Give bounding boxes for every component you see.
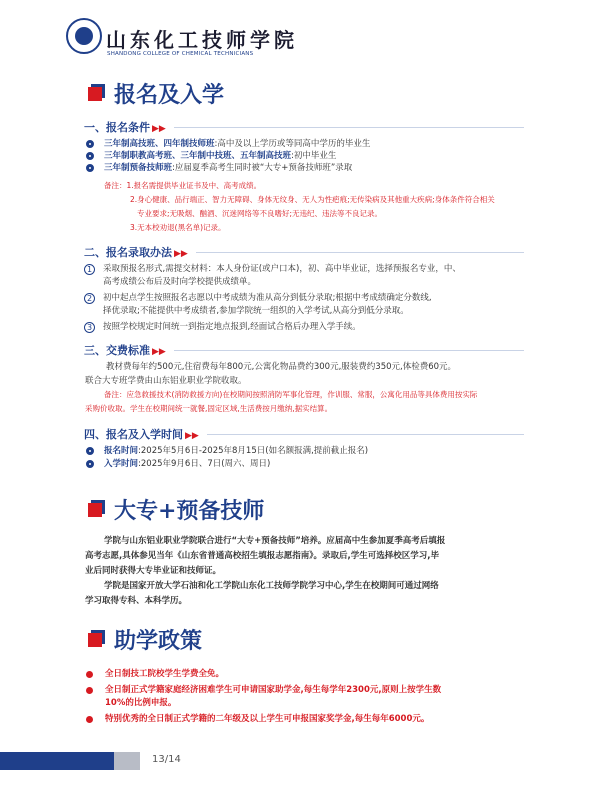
fees-note: 备注：应急救援技术(消防救援方向)在校期间按照消防军事化管理，作训服、常服，公寓化用品等具体费用按实际 — [104, 390, 478, 399]
note-line: 备注：1.报名需提供毕业证书及中、高考成绩。 — [104, 181, 262, 190]
fees-heading-row — [84, 342, 524, 358]
note-line: 3.无本校劝退(黑名单)记录。 — [130, 223, 226, 232]
list-item: 全日制正式学籍家庭经济困难学生可申请国家助学金,每生每学年2300元,原则上按学生数 10%的比例申报。 — [86, 684, 556, 710]
conditions-heading-row — [84, 119, 524, 135]
bullet-icon — [86, 152, 94, 160]
divider — [207, 434, 524, 435]
section-title-text: 报名及入学 — [114, 82, 225, 108]
list-item: 三年制预备技师班:应届夏季高考生同时被“大专+预备技师班”录取 — [86, 162, 546, 174]
fees-text: 联合大专班学费由山东铝业职业学院收取。 — [85, 376, 247, 386]
conditions-list — [86, 138, 546, 174]
fees-note: 采购价收取。学生在校期间统一就餐,固定区域,生活费按月缴纳,据实结算。 — [85, 404, 333, 413]
number-badge: 2 — [84, 293, 95, 304]
footer-bar — [0, 752, 114, 770]
section-title-text: 大专+预备技师 — [114, 498, 265, 524]
divider — [174, 127, 524, 128]
bullet-icon — [86, 671, 93, 678]
bullet-icon — [86, 687, 93, 694]
footer-bar-accent — [114, 752, 140, 770]
admission-list — [84, 263, 544, 334]
bullet-icon — [86, 716, 93, 723]
number-badge: 1 — [84, 264, 95, 275]
dazhuan-paragraph: 学院与山东铝业职业学院联合进行“大专+预备技师”培养。应届高中生参加夏季高考后填报 — [104, 536, 446, 546]
section-title-enroll — [88, 78, 224, 109]
double-arrow-icon: ▶▶ — [185, 431, 199, 441]
school-name-en: SHANDONG COLLEGE OF CHEMICAL TECHNICIANS — [107, 51, 254, 57]
section-marker-icon — [88, 87, 102, 101]
list-item: 三年制高技班、四年制技师班:高中及以上学历或等同高中学历的毕业生 — [86, 138, 546, 150]
section-marker-icon — [88, 503, 102, 517]
page-number: 13/14 — [152, 754, 181, 765]
dazhuan-paragraph: 学习取得专科、本科学历。 — [85, 596, 188, 606]
list-item: 报名时间:2025年5月6日-2025年8月15日(如名额报满,提前截止报名) — [86, 445, 546, 457]
section-marker-icon — [88, 633, 102, 647]
section-title-dazhuan — [88, 494, 264, 525]
dazhuan-paragraph: 学院是国家开放大学石油和化工学院山东化工技师学院学习中心,学生在校期间可通过网络 — [104, 581, 439, 591]
divider — [174, 350, 524, 351]
schedule-list — [86, 445, 546, 470]
conditions-heading: 一、报名条件 ▶▶ — [84, 121, 166, 134]
note-line: 2.身心健康、品行端正、智力无障碍、身体无纹身、无人为性疤痕;无传染病及其他重大疾病;身体条件符合相关 — [130, 195, 495, 204]
list-item: 1 采取预报名形式,需提交材料：本人身份证(或户口本)，初、高中毕业证，选择预报名专业，中、 高考成绩公布后及时向学校提供成绩单。 — [84, 263, 544, 289]
school-logo-icon — [66, 18, 102, 54]
bullet-icon — [86, 460, 94, 468]
fees-text: 教材费每年约500元,住宿费每年800元,公寓化物品费约300元,服装费约350元,体检费60元。 — [106, 362, 457, 372]
list-item: 2 初中起点学生按照报名志愿以中考成绩为准从高分到低分录取;根据中考成绩确定分数线, 择优录取;不能提供中考成绩者,参加学院统一组织的入学考试,从高分到低分录取。 — [84, 292, 544, 318]
list-item: 特别优秀的全日制正式学籍的二年级及以上学生可申报国家奖学金,每生每年6000元。 — [86, 713, 556, 726]
bullet-icon — [86, 164, 94, 172]
double-arrow-icon: ▶▶ — [174, 249, 188, 259]
list-item: 3 按照学校规定时间统一到指定地点报到,经面试合格后办理入学手续。 — [84, 321, 544, 334]
divider — [196, 252, 524, 253]
admission-heading: 二、报名录取办法 ▶▶ — [84, 246, 188, 259]
list-item: 入学时间:2025年9月6日、7日(周六、周日) — [86, 458, 546, 470]
note-line: 专业要求;无吸烟、酗酒、沉迷网络等不良嗜好;无违纪、违法等不良记录。 — [137, 209, 383, 218]
list-item: 三年制职教高考班、三年制中技班、五年制高技班:初中毕业生 — [86, 150, 546, 162]
schedule-heading-row — [84, 426, 524, 442]
aid-list — [86, 668, 556, 726]
fees-heading: 三、交费标准 ▶▶ — [84, 344, 166, 357]
number-badge: 3 — [84, 322, 95, 333]
section-title-text: 助学政策 — [114, 628, 203, 654]
double-arrow-icon: ▶▶ — [152, 124, 166, 134]
dazhuan-paragraph: 业后同时获得大专毕业证和技师证。 — [85, 566, 222, 576]
school-name: 山东化工技师学院 — [106, 28, 298, 52]
dazhuan-paragraph: 高考志愿,具体参见当年《山东省普通高校招生填报志愿指南》。录取后,学生可选择校区学习,毕 — [85, 551, 439, 561]
schedule-heading: 四、报名及入学时间 ▶▶ — [84, 428, 199, 441]
bullet-icon — [86, 447, 94, 455]
list-item: 全日制技工院校学生学费全免。 — [86, 668, 556, 681]
section-title-aid — [88, 624, 202, 655]
double-arrow-icon: ▶▶ — [152, 347, 166, 357]
admission-heading-row — [84, 244, 524, 260]
bullet-icon — [86, 140, 94, 148]
